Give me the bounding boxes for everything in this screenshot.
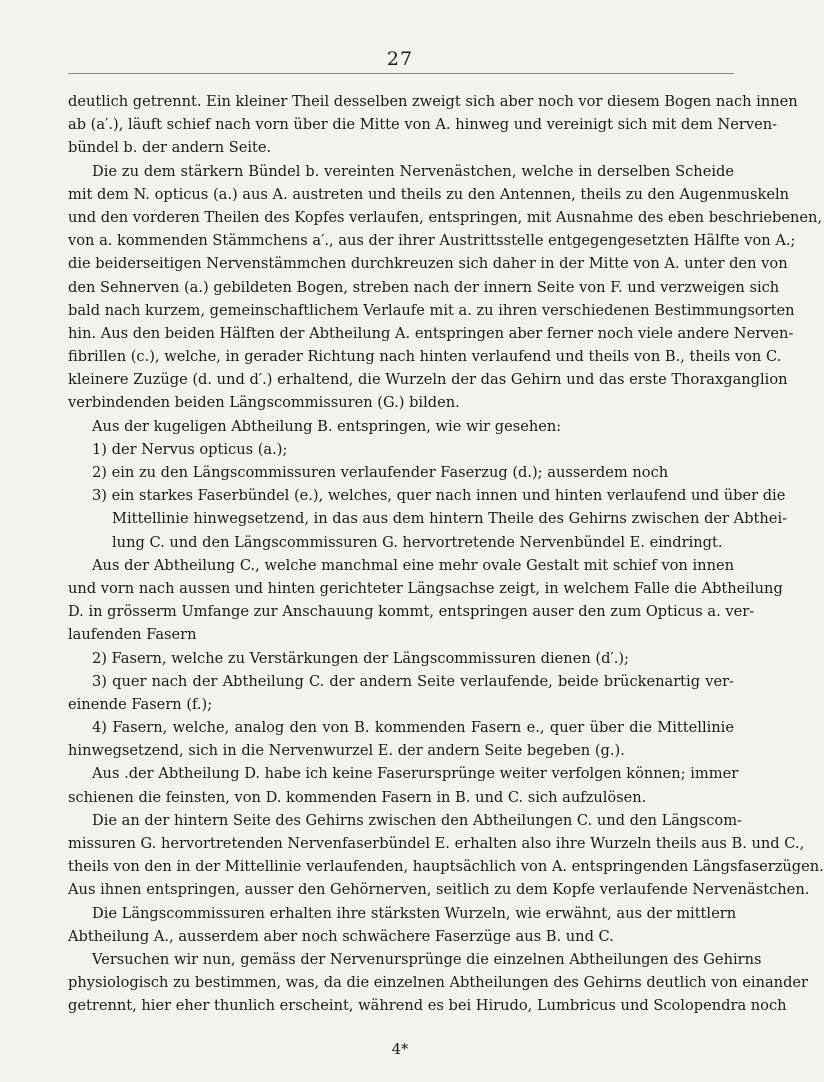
text-line: missuren G. hervortretenden Nervenfaserbündel E. erhalten also ihre Wurzeln theils aus B. und C., bbox=[68, 835, 805, 852]
text-line: einende Fasern (f.); bbox=[68, 695, 213, 713]
text-line: Aus .der Abtheilung D. habe ich keine Faserursprünge weiter verfolgen können; immer bbox=[92, 765, 739, 783]
text-line: von a. kommenden Stämmchens a′., aus der ihrer Austrittsstelle entgegengesetzten Hälfte von A.; bbox=[68, 232, 796, 250]
text-line: 4) Fasern, welche, analog den von B. kommenden Fasern e., quer über die Mittellinie bbox=[92, 719, 734, 737]
text-line: laufenden Fasern bbox=[68, 626, 197, 644]
signature-mark: 4* bbox=[391, 1041, 409, 1058]
text-line: Die zu dem stärkern Bündel b. vereinten Nervenästchen, welche in derselben Scheide bbox=[92, 162, 734, 180]
text-line: und den vorderen Theilen des Kopfes verlaufen, entspringen, mit Ausnahme des eben beschriebenen, bbox=[68, 208, 823, 226]
text-line: Die an der hintern Seite des Gehirns zwischen den Abtheilungen C. und den Längscom- bbox=[92, 811, 742, 829]
text-line: kleinere Zuzüge (d. und d′.) erhaltend, die Wurzeln der das Gehirn und das erste Thoraxganglion bbox=[68, 371, 788, 389]
text-line: 2) ein zu den Längscommissuren verlaufender Faserzug (d.); ausserdem noch bbox=[92, 464, 669, 481]
text-line: 1) der Nervus opticus (a.); bbox=[92, 440, 288, 458]
text-line: und vorn nach aussen und hinten gerichteter Längsachse zeigt, in welchem Falle die Abtheilung bbox=[68, 579, 783, 597]
header-rule bbox=[68, 73, 734, 74]
text-line: verbindenden beiden Längscommissuren (G.) bilden. bbox=[68, 394, 460, 412]
text-line: Abtheilung A., ausserdem aber noch schwächere Faserzüge aus B. und C. bbox=[68, 927, 614, 945]
text-line: getrennt, hier eher thunlich erscheint, während es bei Hirudo, Lumbricus und Scolopendra noch bbox=[68, 997, 787, 1015]
text-line: D. in grösserm Umfange zur Anschauung kommt, entspringen auser den zum Opticus a. ver- bbox=[68, 603, 755, 621]
text-line: Aus der Abtheilung C., welche manchmal eine mehr ovale Gestalt mit schief von innen bbox=[92, 556, 734, 574]
text-line: Versuchen wir nun, gemäss der Nervenursprünge die einzelnen Abtheilungen des Gehirns bbox=[92, 950, 762, 968]
text-line: deutlich getrennt. Ein kleiner Theil desselben zweigt sich aber noch vor diesem Bogen nach innen bbox=[68, 93, 798, 110]
text-line: fibrillen (c.), welche, in gerader Richtung nach hinten verlaufend und theils von B., theils von C. bbox=[68, 348, 782, 366]
text-line: bündel b. der andern Seite. bbox=[68, 139, 272, 157]
text-line: hin. Aus den beiden Hälften der Abtheilung A. entspringen aber ferner noch viele andere Nerven- bbox=[68, 324, 794, 342]
text-line: mit dem N. opticus (a.) aus A. austreten und theils zu den Antennen, theils zu den Augenmuskeln bbox=[68, 185, 790, 203]
text-line: den Sehnerven (a.) gebildeten Bogen, streben nach der innern Seite von F. und verzweigen sich bbox=[68, 278, 780, 296]
text-line: die beiderseitigen Nervenstämmchen durchkreuzen sich daher in der Mitte von A. unter den von bbox=[68, 255, 788, 273]
text-line: 3) ein starkes Faserbündel (e.), welches, quer nach innen und hinten verlaufend und über die bbox=[92, 487, 786, 505]
text-line: bald nach kurzem, gemeinschaftlichem Verlaufe mit a. zu ihren verschiedenen Bestimmungsorten bbox=[68, 301, 795, 319]
text-line: Aus der kugeligen Abtheilung B. entspringen, wie wir gesehen: bbox=[92, 417, 562, 435]
text-line: lung C. und den Längscommissuren G. hervortretende Nervenbündel E. eindringt. bbox=[112, 533, 723, 551]
text-line: Die Längscommissuren erhalten ihre stärksten Wurzeln, wie erwähnt, aus der mittlern bbox=[92, 904, 737, 922]
text-line: Mittellinie hinwegsetzend, in das aus dem hintern Theile des Gehirns zwischen der Abthei- bbox=[112, 510, 788, 528]
text-line: theils von den in der Mittellinie verlaufenden, hauptsächlich von A. entspringenden Längsfaserzügen. bbox=[68, 858, 824, 876]
body-text bbox=[68, 90, 824, 1018]
text-line: ab (a′.), läuft schief nach vorn über die Mitte von A. hinweg und vereinigt sich mit dem Nerven- bbox=[68, 116, 778, 134]
text-line: 2) Fasern, welche zu Verstärkungen der Längscommissuren dienen (d′.); bbox=[92, 649, 629, 667]
text-line: Aus ihnen entspringen, ausser den Gehörnerven, seitlich zu dem Kopfe verlaufende Nervenästchen. bbox=[68, 881, 810, 899]
text-line: schienen die feinsten, von D. kommenden Fasern in B. und C. sich aufzulösen. bbox=[68, 788, 647, 806]
text-line: physiologisch zu bestimmen, was, da die einzelnen Abtheilungen des Gehirns deutlich von einander bbox=[68, 974, 809, 992]
text-line: 3) quer nach der Abtheilung C. der andern Seite verlaufende, beide brückenartig ver- bbox=[92, 672, 734, 690]
text-line: hinwegsetzend, sich in die Nervenwurzel E. der andern Seite begeben (g.). bbox=[68, 742, 625, 760]
page-number: 27 bbox=[386, 48, 414, 70]
